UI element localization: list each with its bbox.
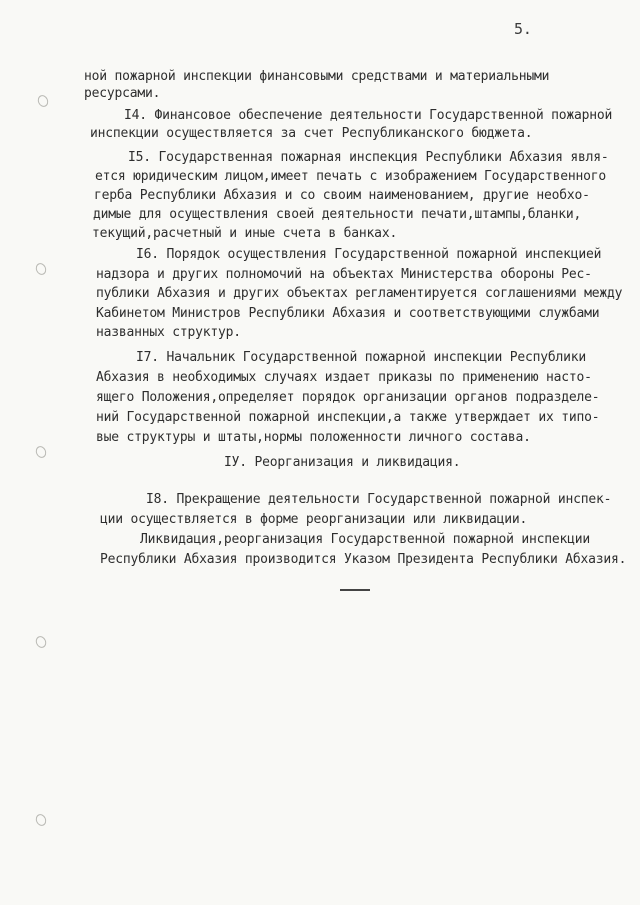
text-line: названных структур. xyxy=(96,325,241,340)
text-line: вые структуры и штаты,нормы положенности личного состава. xyxy=(96,430,531,445)
text-line: текущий,расчетный и иные счета в банках. xyxy=(92,226,398,241)
text-line: I8. Прекращение деятельности Государственной пожарной инспек- xyxy=(146,492,612,507)
text-line: Абхазия в необходимых случаях издает приказы по применению насто- xyxy=(96,370,592,385)
closing-rule xyxy=(340,589,370,591)
text-line: ний Государственной пожарной инспекции,а также утверждает их типо- xyxy=(96,410,600,425)
punch-hole-mark xyxy=(34,812,48,827)
text-line: ресурсами. xyxy=(84,86,161,101)
text-line: герба Республики Абхазия и со своим наименованием, другие необхо- xyxy=(94,188,590,203)
section-heading: IУ. Реорганизация и ликвидация. xyxy=(224,455,461,470)
page-number: 5. xyxy=(514,20,532,38)
text-line: надзора и других полномочий на объектах Министерства обороны Рес- xyxy=(96,267,592,282)
text-line: I6. Порядок осуществления Государственной пожарной инспекцией xyxy=(136,247,602,262)
punch-hole-mark xyxy=(34,444,48,459)
text-line: Кабинетом Министров Республики Абхазия и соответствующими службами xyxy=(96,306,600,321)
text-line: ной пожарной инспекции финансовыми средствами и материальными xyxy=(84,69,550,84)
punch-hole-mark xyxy=(36,93,50,108)
text-line: Республики Абхазия производится Указом Президента Республики Абхазия. xyxy=(100,552,627,567)
text-line: публики Абхазия и других объектах регламентируется соглашениями между xyxy=(96,286,623,301)
text-line: ции осуществляется в форме реорганизации или ликвидации. xyxy=(100,512,528,527)
punch-hole-mark xyxy=(34,634,48,649)
text-line: инспекции осуществляется за счет Республиканского бюджета. xyxy=(90,126,533,141)
text-line: димые для осуществления своей деятельности печати,штампы,бланки, xyxy=(93,207,582,222)
text-line: ящего Положения,определяет порядок организации органов подразделе- xyxy=(96,390,600,405)
text-line: I5. Государственная пожарная инспекция Республики Абхазия явля- xyxy=(128,150,609,165)
text-line: Ликвидация,реорганизация Государственной пожарной инспекции xyxy=(140,532,590,547)
text-line: ется юридическим лицом,имеет печать с изображением Государственного xyxy=(95,169,606,184)
text-line: I7. Начальник Государственной пожарной инспекции Республики xyxy=(136,350,586,365)
text-line: I4. Финансовое обеспечение деятельности Государственной пожарной xyxy=(124,108,613,123)
punch-hole-mark xyxy=(34,261,48,276)
